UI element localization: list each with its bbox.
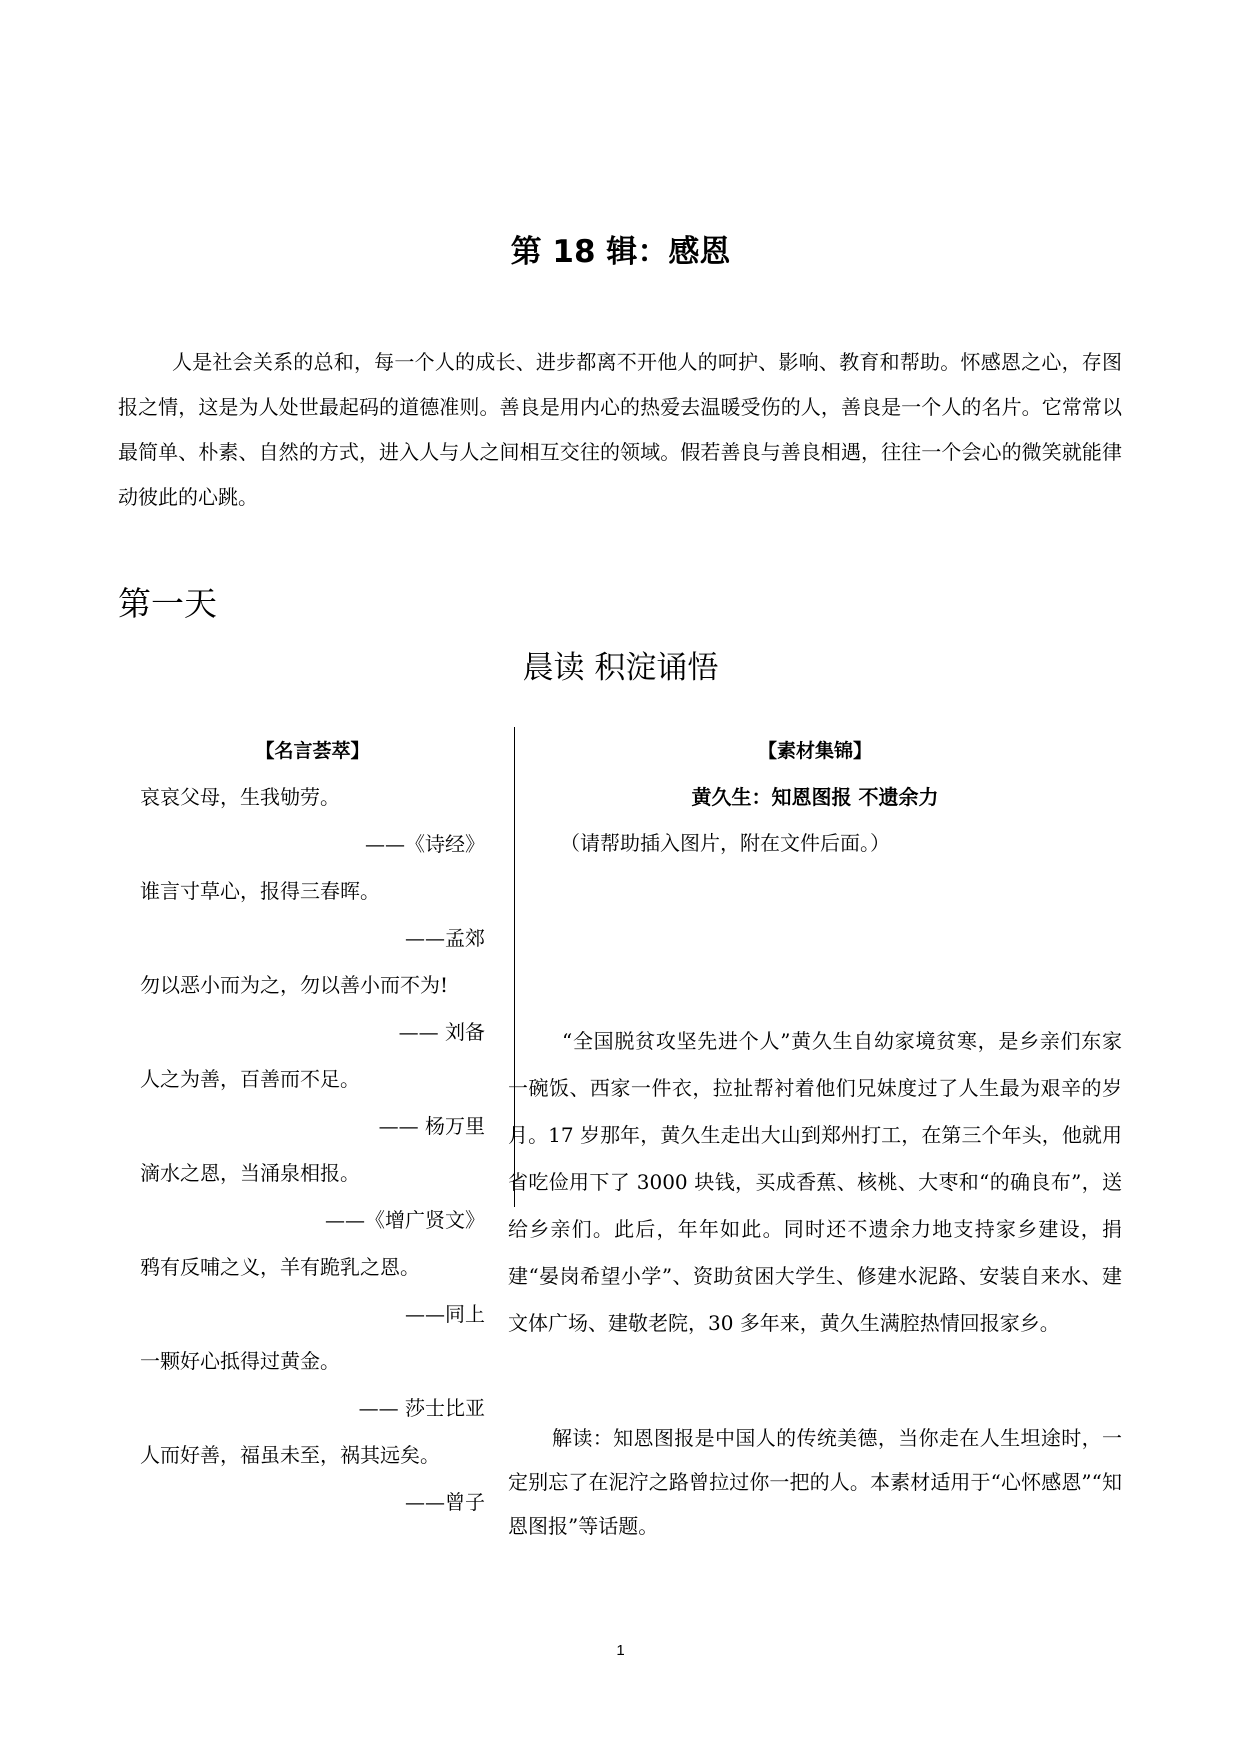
quote-source: —— 刘备 [398,1020,485,1044]
quote-item [140,1432,485,1526]
quote-source: ——《诗经》 [365,832,485,856]
quote-item [140,1056,485,1150]
material-body: “全国脱贫攻坚先进个人”黄久生自幼家境贫寒，是乡亲们东家一碗饭、西家一件衣，拉扯帮衬着他们兄妹度过了人生最为艰辛的岁月。17 岁那年，黄久生走出大山到郑州打工，在第三个年头，他就用省吃俭用下了 3000 块钱，买成香蕉、核桃、大枣和“的确良布”，送给乡亲们。此后，年年如此。同时还不遗余力地支持家乡建设，捐建“晏岗希望小学”、资助贫困大学生、修建水泥路、安装自来水、建文体广场、建敬老院，30 多年来，黄久生满腔热情回报家乡。 [508,1029,1122,1335]
quote-item [140,1244,485,1338]
quote-source: ——孟郊 [405,926,485,950]
quote-source: —— 莎士比亚 [358,1396,485,1420]
page-title: 第 18 辑：感恩 [510,234,731,270]
quote-source: ——同上 [405,1302,485,1326]
quote-item [140,868,485,962]
quote-text: 一颗好心抵得过黄金。 [140,1349,340,1373]
section-heading: 晨读 积淀诵悟 [522,650,719,686]
material-reading: 解读：知恩图报是中国人的传统美德，当你走在人生坦途时，一定别忘了在泥泞之路曾拉过你一把的人。本素材适用于“心怀感恩”“知恩图报”等话题。 [508,1426,1122,1538]
quote-text: 勿以恶小而为之，勿以善小而不为! [140,973,449,997]
material-column [508,728,1122,1538]
quote-item [140,962,485,1056]
quote-item [140,1338,485,1432]
material-subtitle: 黄久生：知恩图报 不遗余力 [691,785,939,809]
day-heading: 第一天 [118,584,217,623]
quotes-heading: 【名言荟萃】 [255,740,370,762]
quote-text: 哀哀父母，生我劬劳。 [140,785,340,809]
quote-source: ——曾子 [405,1490,485,1514]
page-number: 1 [616,1642,625,1659]
quote-source: —— 杨万里 [378,1114,485,1138]
quote-text: 人而好善，福虽未至，祸其远矣。 [140,1443,440,1467]
material-heading: 【素材集锦】 [757,740,872,762]
quote-item [140,1150,485,1244]
quote-text: 鸦有反哺之义，羊有跪乳之恩。 [140,1255,420,1279]
quote-item [140,774,485,868]
quote-source: ——《增广贤文》 [325,1208,485,1232]
quotes-column [140,728,485,1526]
quote-text: 滴水之恩，当涌泉相报。 [140,1161,360,1185]
quote-text: 谁言寸草心，报得三春晖。 [140,879,380,903]
image-placeholder-note: （请帮助插入图片，附在文件后面。） [560,831,890,855]
quote-text: 人之为善，百善而不足。 [140,1067,360,1091]
intro-paragraph: 人是社会关系的总和，每一个人的成长、进步都离不开他人的呵护、影响、教育和帮助。怀感恩之心，存图报之情，这是为人处世最起码的道德准则。善良是用内心的热爱去温暖受伤的人，善良是一个人的名片。它常常以最简单、朴素、自然的方式，进入人与人之间相互交往的领域。假若善良与善良相遇，往往一个会心的微笑就能律动彼此的心跳。 [118,350,1122,509]
